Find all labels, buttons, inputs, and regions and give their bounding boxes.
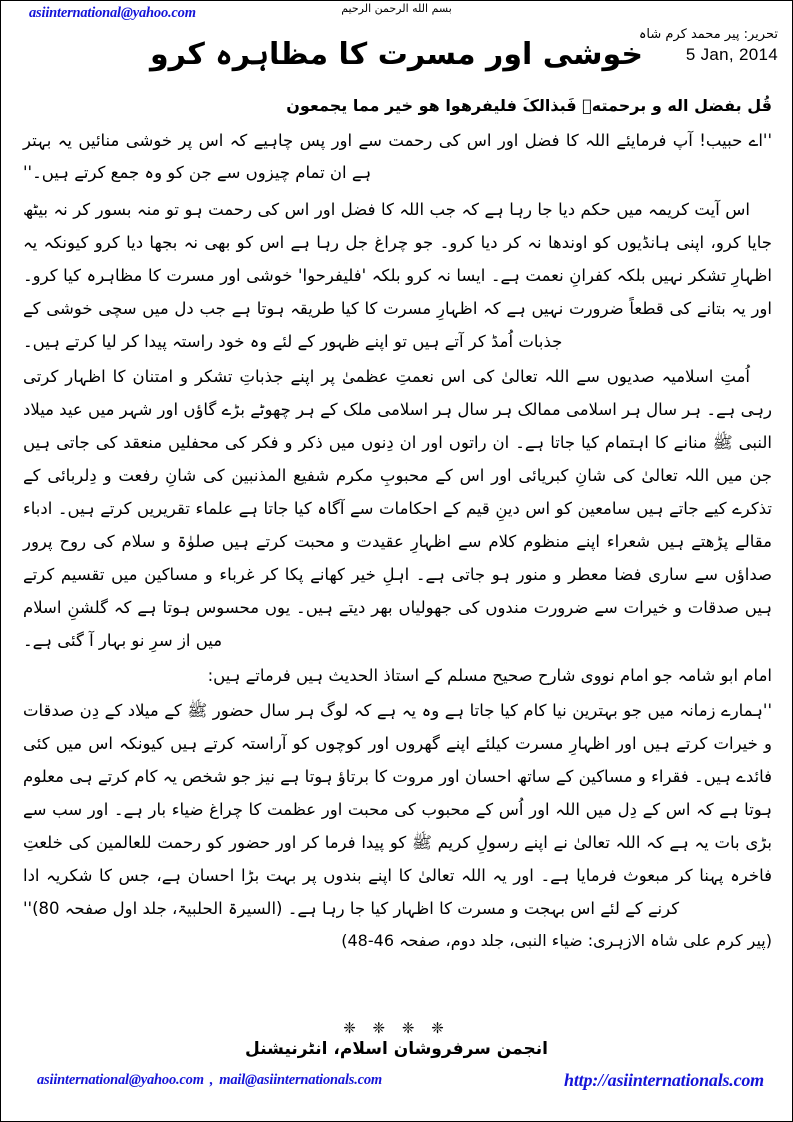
footer-email-group: [37, 1072, 382, 1089]
ornament-divider-icon: ❈ ❈ ❈ ❈: [343, 1019, 450, 1037]
header-email-link[interactable]: asiinternational@yahoo.com: [29, 5, 196, 21]
footer-email-separator: ,: [209, 1072, 214, 1088]
paragraph-1: اس آیت کریمہ میں حکم دیا جا رہا ہے کہ جب اللہ کا فضل اور اس کی رحمت ہو تو منہ بسور کر نہ بیٹھ جایا کرو، اپنی ہانڈیوں کو اوندھا نہ کر دیا کرو۔ جو چراغ جل رہا ہے اس کو بھی نہ بجھا دیا کرو کیونکہ یہ اظہارِ تشکر نہیں بلکہ کفرانِ نعمت ہے۔ ایسا نہ کرو بلکہ 'فلیفرحوا' خوشی اور مسرت کا مظاہرہ کیا کرو۔ اور یہ بتانے کی قطعاً ضرورت نہیں ہے کہ اظہارِ مسرت کا کیا طریقہ ہوتا ہے جب دل میں سچی خوشی کے جذبات اُمڈ کر آتے ہیں تو اپنے ظہور کے لئے وہ خود راستہ پیدا کر لیا کرتے ہیں۔: [23, 199, 772, 351]
organization-name: انجمن سرفروشان اسلام، انٹرنیشنل: [245, 1039, 548, 1059]
quran-verse-arabic: قُل بفضل اله و برحمتهٖ فَبذالکَ فلیفرهوا هو خیر مما یجمعون: [286, 96, 772, 115]
hadith-intro: امام ابو شامہ جو امام نووی شارح صحیح مسلم کے استاذ الحدیث ہیں فرماتے ہیں:: [207, 665, 772, 685]
publication-date: 5 Jan, 2014: [685, 45, 778, 65]
paragraph-3: ''ہمارے زمانہ میں جو بہترین نیا کام کیا جاتا ہے وہ یہ ہے کہ لوگ ہر سال حضور ﷺ کے میلاد کے دِن صدقات و خیرات کرتے ہیں اور اظہارِ مسرت کیلئے اپنے گھروں اور کوچوں کو آراستہ کرتے ہیں کیونکہ اس میں کئی فائدے ہیں۔ فقراء و مساکین کے ساتھ احسان اور مروت کا برتاؤ ہوتا ہے نیز جو شخص یہ کام کرتے ہی معلوم ہوتا ہے کہ اس کے دِل میں اللہ اور اُس کے محبوب کی محبت اور عظمت کا چراغ ضیاء بار ہے۔ اور سب سے بڑی بات یہ ہے کہ اللہ تعالیٰ نے اپنے رسولِ کریم ﷺ کو پیدا فرما کر اور حضور کو رحمت للعالمین کی خلعتِ فاخرہ پہنا کر مبعوث فرمایا ہے۔ اور یہ اللہ تعالیٰ کا اپنے بندوں پر بہت بڑا احسان ہے، جس کا شکریہ ادا کرنے کے لئے اس بہجت و مسرت کا اظہار کیا جا رہا ہے۔ (السیرۃ الحلبیۃ، جلد اول صفحہ 80)'': [23, 700, 772, 918]
footer-email-1[interactable]: asiinternational@yahoo.com: [37, 1072, 204, 1088]
quran-verse-translation: ''اے حبیب! آپ فرمایئے اللہ کا فضل اور اس کی رحمت سے اور پس چاہیے کہ اس پر خوشی منائیں یہ بہتر ہے ان تمام چیزوں سے جن کو وہ جمع کرتے ہیں۔'': [23, 130, 772, 182]
source-citation: (پیر کرم علی شاہ الازہری: ضیاء النبی، جلد دوم، صفحہ 46-48): [341, 930, 772, 950]
article-body: [23, 93, 772, 954]
author-label: تحریر: پیر محمد کرم شاہ: [638, 27, 778, 42]
paragraph-2: اُمتِ اسلامیہ صدیوں سے اللہ تعالیٰ کی اس نعمتِ عظمیٰ پر اپنے جذباتِ تشکر و امتنان کا اظہار کرتی رہی ہے۔ ہر سال ہر اسلامی ممالک ہر سال ہر اسلامی ملک کے ہر چھوٹے بڑے گاؤں اور شہر میں عید میلاد النبی ﷺ منانے کا اہتمام کیا جاتا ہے۔ ان راتوں اور ان دِنوں میں ذکر و فکر کی محفلیں منعقد کی جاتی ہیں جن میں اللہ تعالیٰ کی شانِ کبریائی اور اس کے محبوبِ مکرم شفیع المذنبین کی شانِ رفعت و دِلربائی کے تذکرے کیے جاتے ہیں سامعین کو اس دینِ قیم کے احکامات سے آگاہ کیا جاتا ہے علماء تقریریں کرتے ہیں۔ ادباء مقالے پڑھتے ہیں شعراء اپنے منظوم کلام سے اظہارِ عقیدت و محبت کرتے ہیں صلوٰۃ و سلام کی روح پرور صداؤں سے ساری فضا معطر و منور ہو جاتی ہے۔ اہلِ خیر کھانے پکا کر غرباء و مساکین میں تقسیم کرتے ہیں صدقات و خیرات سے ضرورت مندوں کی جھولیاں بھر دیتے ہیں۔ یوں محسوس ہوتا ہے کہ گلشنِ اسلام میں از سرِ نو بہار آ گئی ہے۔: [23, 366, 772, 650]
footer-website-link[interactable]: http://asiinternationals.com: [564, 1070, 764, 1090]
footer-links: [1, 1072, 792, 1094]
page-title: خوشی اور مسرت کا مظاہرہ کرو: [150, 37, 643, 72]
footer-email-2[interactable]: mail@asiinternationals.com: [219, 1072, 383, 1088]
bismillah-text: بسم الله الرحمن الرحيم: [341, 2, 452, 15]
